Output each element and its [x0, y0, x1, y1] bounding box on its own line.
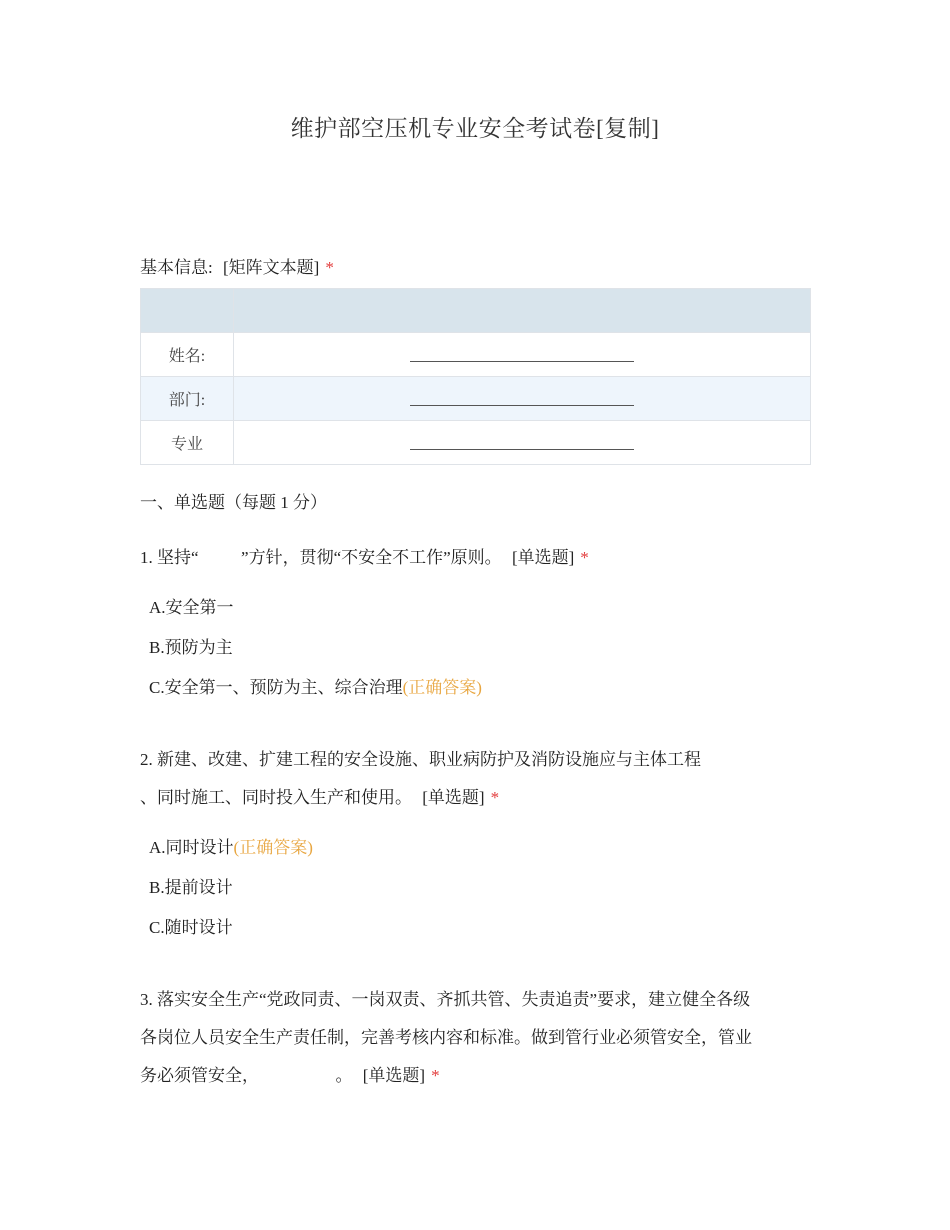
required-mark: * [580, 548, 589, 567]
question-text: 各岗位人员安全生产责任制，完善考核内容和标准。做到管行业必须管安全，管业 [140, 1028, 752, 1047]
name-field[interactable] [234, 333, 811, 377]
option-b[interactable] [149, 873, 233, 898]
option-text: B.提前设计 [149, 878, 233, 897]
option-text: C.安全第一、预防为主、综合治理 [149, 678, 403, 697]
blank-line [410, 435, 634, 450]
page-title: 维护部空压机专业安全考试卷[复制] [290, 116, 660, 141]
question-type-tag: [单选题] [422, 788, 485, 807]
option-a[interactable] [149, 593, 234, 618]
question-text: 1. 坚持“ ”方针，贯彻“不安全不工作”原则。 [140, 548, 502, 567]
required-mark: * [431, 1066, 440, 1085]
specialty-field[interactable] [234, 421, 811, 465]
option-text: A.同时设计 [149, 838, 234, 857]
section-heading: 一、单选题（每题 1 分） [140, 493, 327, 512]
matrix-row-label: 部门: [141, 377, 234, 421]
matrix-header-cell [234, 289, 811, 333]
question-type-tag: [单选题] [511, 548, 575, 567]
basic-info-title: 基本信息: [140, 258, 213, 277]
question-text: 务必须管安全， 。 [140, 1066, 353, 1085]
question-type-tag: [单选题] [362, 1066, 426, 1085]
question-text: 2. 新建、改建、扩建工程的安全设施、职业病防护及消防设施应与主体工程 [140, 750, 701, 769]
question-text: 、同时施工、同时投入生产和使用。 [140, 788, 412, 807]
option-text: A.安全第一 [149, 598, 234, 617]
blank-line [410, 391, 634, 406]
option-c[interactable] [149, 673, 482, 698]
option-c[interactable] [149, 913, 233, 938]
required-mark: * [490, 788, 500, 807]
table-row [141, 333, 811, 377]
option-text: C.随时设计 [149, 918, 233, 937]
matrix-header-corner [141, 289, 234, 333]
matrix-row-label: 专业 [141, 421, 234, 465]
blank-line [410, 347, 634, 362]
department-field[interactable] [234, 377, 811, 421]
table-row [141, 421, 811, 465]
matrix-text-table [140, 288, 811, 465]
question-type-tag: [矩阵文本题] [222, 258, 320, 277]
basic-info-label [140, 253, 334, 278]
option-b[interactable] [149, 633, 233, 658]
question-1 [140, 539, 820, 577]
question-2 [140, 741, 820, 817]
option-a[interactable] [149, 833, 313, 858]
table-row [141, 377, 811, 421]
question-text: 3. 落实安全生产“党政同责、一岗双责、齐抓共管、失责追责”要求，建立健全各级 [140, 990, 751, 1009]
option-text: B.预防为主 [149, 638, 233, 657]
question-3 [140, 981, 820, 1095]
matrix-row-label: 姓名: [141, 333, 234, 377]
correct-answer-tag: (正确答案) [402, 678, 482, 697]
correct-answer-tag: (正确答案) [233, 838, 313, 857]
required-mark: * [325, 258, 334, 277]
